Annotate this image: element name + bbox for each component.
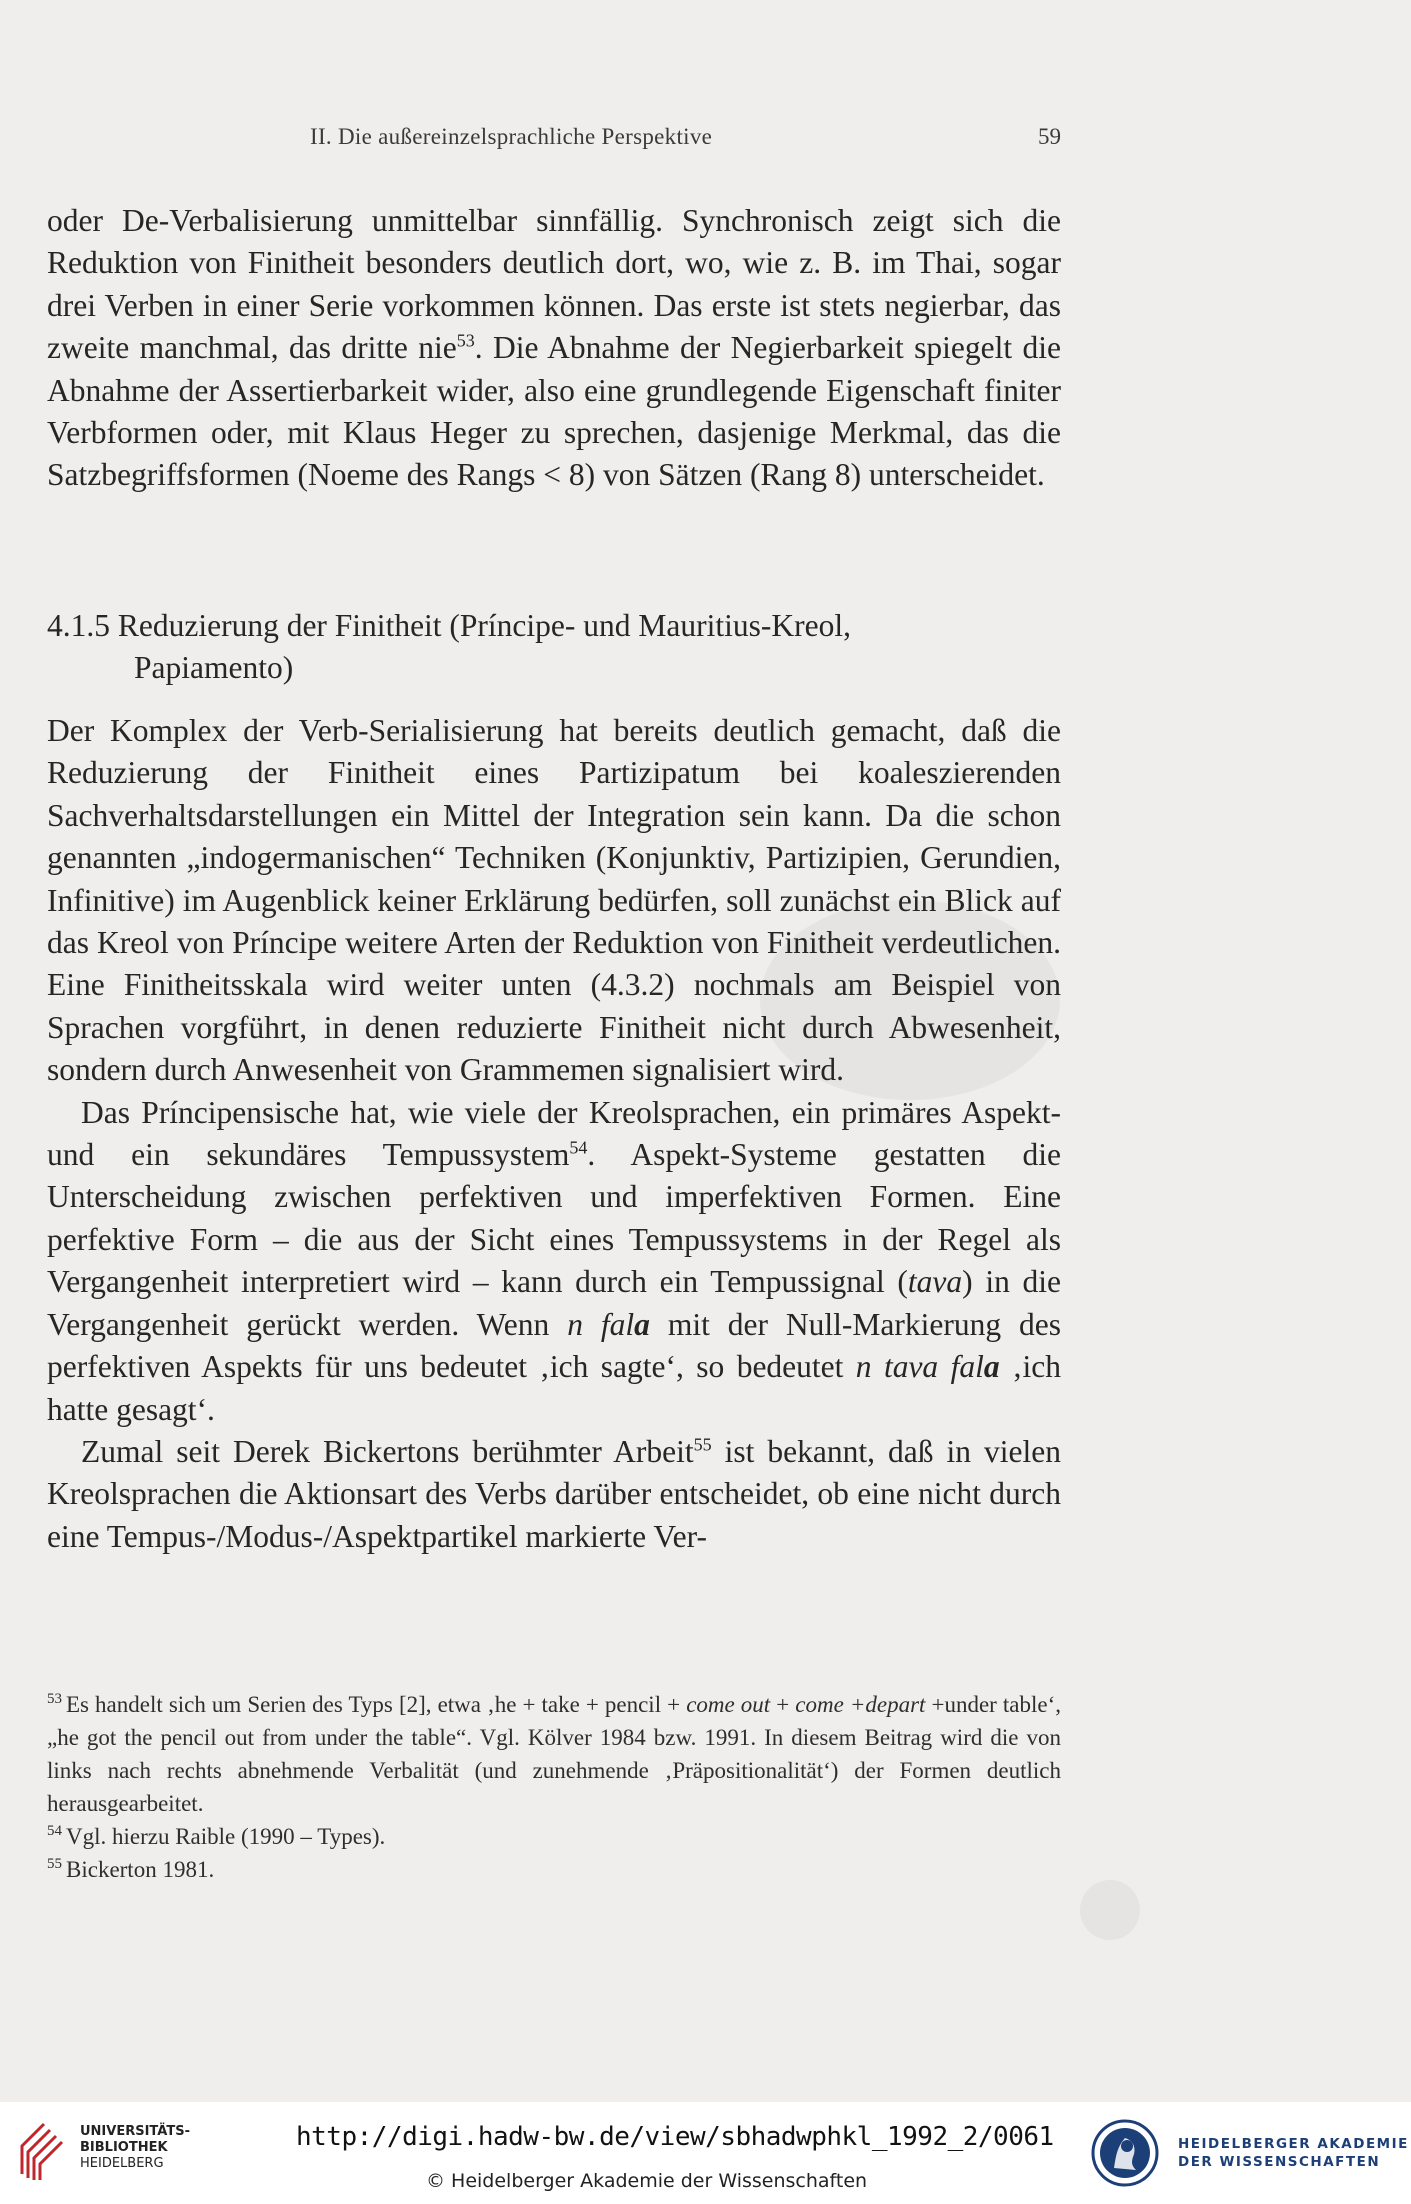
footnote-ref[interactable]: 54 <box>569 1137 588 1158</box>
section-heading-line: 4.1.5 Reduzierung der Finitheit (Príncipe- und Mauritius-Kreol, <box>47 608 851 643</box>
academy-name <box>1178 2135 1409 2171</box>
library-name-line: BIBLIOTHEK <box>80 2140 168 2155</box>
italic-term: come +depart <box>795 1692 926 1717</box>
paragraph-text: Das Príncipensische hat, wie viele der Kreolsprachen, ein primäres Aspekt- und ein sekundäres Tempussystem <box>47 1094 1061 1173</box>
university-library-name <box>80 2124 190 2172</box>
footnote-ref[interactable]: 53 <box>456 330 475 351</box>
paragraph-text: mit der Null-Markierung des perfektiven Aspekts für uns bedeutet ‚ich sagte‘, so bedeutet <box>47 1306 1061 1385</box>
academy-name-line: DER WISSENSCHAFTEN <box>1178 2154 1381 2170</box>
footnote-text: +under table‘, „he got the pencil out from under the table“. Vgl. Kölver 1984 bzw. 1991. In diesem Beitrag wird die von links nach rechts abnehmende Verbalität (und zunehmende ‚Präpositionalität‘) der Formen deutlich herausgearbeitet. <box>47 1692 1061 1816</box>
paragraph-text: ist bekannt, daß in vielen Kreolsprachen die Aktionsart des Verbs darüber entscheidet, ob eine nicht durch eine Tempus-/Modus-/Aspektpartikel markierte Ver- <box>47 1433 1061 1554</box>
body-text-top <box>47 200 1061 497</box>
copyright-notice: © Heidelberger Akademie der Wissenschaften <box>426 2170 868 2192</box>
paper-stain <box>1080 1880 1140 1940</box>
footnote-text: Es handelt sich um Serien des Typs [2], etwa ‚he + take + pencil + <box>66 1692 687 1717</box>
italic-term: come out <box>686 1692 771 1717</box>
paragraph-text: ‚ich hatte gesagt‘. <box>47 1349 1061 1427</box>
library-city: HEIDELBERG <box>80 2156 164 2171</box>
academy-name-line: HEIDELBERGER AKADEMIE <box>1178 2136 1409 2152</box>
academy-seal-icon[interactable] <box>1090 2116 1160 2190</box>
paragraph <box>47 200 1061 497</box>
paragraph-text: . Aspekt-Systeme gestatten die Unterscheidung zwischen perfektiven und imperfektiven Formen. Eine perfektive Form – die aus der Sicht eines Tempussystems in der Regel als Vergangenheit interpretiert wird – kann durch ein Tempussignal ( <box>47 1137 1061 1300</box>
library-name-line: UNIVERSITÄTS- <box>80 2124 190 2139</box>
bold-letter: a <box>983 1349 1000 1385</box>
italic-text: n fal <box>567 1306 635 1342</box>
italic-text: n tava fal <box>855 1349 984 1385</box>
footnote-text: Vgl. hierzu Raible (1990 – Types). <box>66 1824 386 1849</box>
viewer-footer <box>0 2102 1411 2204</box>
italic-term <box>856 1349 1000 1384</box>
section-heading-line: Papiamento) <box>134 650 294 685</box>
paragraph-text: ) in die Vergangenheit gerückt werden. Wenn <box>47 1264 1061 1342</box>
italic-term <box>567 1307 650 1342</box>
paragraph <box>47 1431 1061 1558</box>
footnote-ref[interactable]: 55 <box>693 1434 712 1455</box>
permalink-url[interactable]: http://digi.hadw-bw.de/view/sbhadwphkl_1992_2/0061 <box>296 2122 1054 2152</box>
footnote-text: Bickerton 1981. <box>66 1857 215 1882</box>
footnotes <box>47 1688 1061 1886</box>
paragraph <box>47 1092 1061 1431</box>
footnote-text: + <box>770 1692 796 1717</box>
footnote-number: 53 <box>47 1691 62 1708</box>
running-title: II. Die außereinzelsprachliche Perspektive <box>310 124 713 149</box>
footnote <box>47 1853 1061 1886</box>
paragraph: Der Komplex der Verb-Serialisierung hat bereits deutlich gemacht, daß die Reduzierung der Finitheit eines Partizipatum bei koaleszierenden Sachverhaltsdarstellungen ein Mittel der Integration sein kann. Da die schon genannten „indogermanischen“ Techniken (Konjunktiv, Partizipien, Gerundien, Infinitive) im Augenblick keiner Erklärung bedürfen, soll zunächst ein Blick auf das Kreol von Príncipe weitere Arten der Reduktion von Finitheit verdeutlichen. Eine Finitheitsskala wird weiter unten (4.3.2) nochmals am Beispiel von Sprachen vorgführt, in denen reduzierte Finitheit nicht durch Abwesenheit, sondern durch Anwesenheit von Grammemen signalisiert wird. <box>47 713 1061 1088</box>
footnote-number: 55 <box>47 1856 62 1873</box>
paragraph-text: . Die Abnahme der Negierbarkeit spiegelt die Abnahme der Assertierbarkeit wider, also eine grundlegende Eigenschaft finiter Verbformen oder, mit Klaus Heger zu sprechen, dasjenige Merkmal, das die Satzbegriffsformen (Noeme des Rangs < 8) von Sätzen (Rang 8) unterscheidet. <box>47 330 1061 493</box>
university-library-logo-icon[interactable] <box>14 2120 70 2182</box>
italic-term: tava <box>907 1264 963 1300</box>
running-head <box>47 124 1061 158</box>
page-number: 59 <box>1038 124 1061 149</box>
paragraph-text: Zumal seit Derek Bickertons berühmter Arbeit <box>81 1433 694 1469</box>
footnote <box>47 1688 1061 1820</box>
paragraph-text: oder De-Verbalisierung unmittelbar sinnfällig. Synchronisch zeigt sich die Reduktion von Finitheit besonders deutlich dort, wo, wie z. B. im Thai, sogar drei Verben in einer Serie vorkommen können. Das erste ist stets negierbar, das zweite manchmal, das dritte nie <box>47 203 1061 366</box>
body-text-section <box>47 710 1061 1558</box>
footnote <box>47 1820 1061 1853</box>
footnote-number: 54 <box>47 1823 62 1840</box>
bold-letter: a <box>634 1306 650 1342</box>
section-heading <box>47 605 1061 689</box>
